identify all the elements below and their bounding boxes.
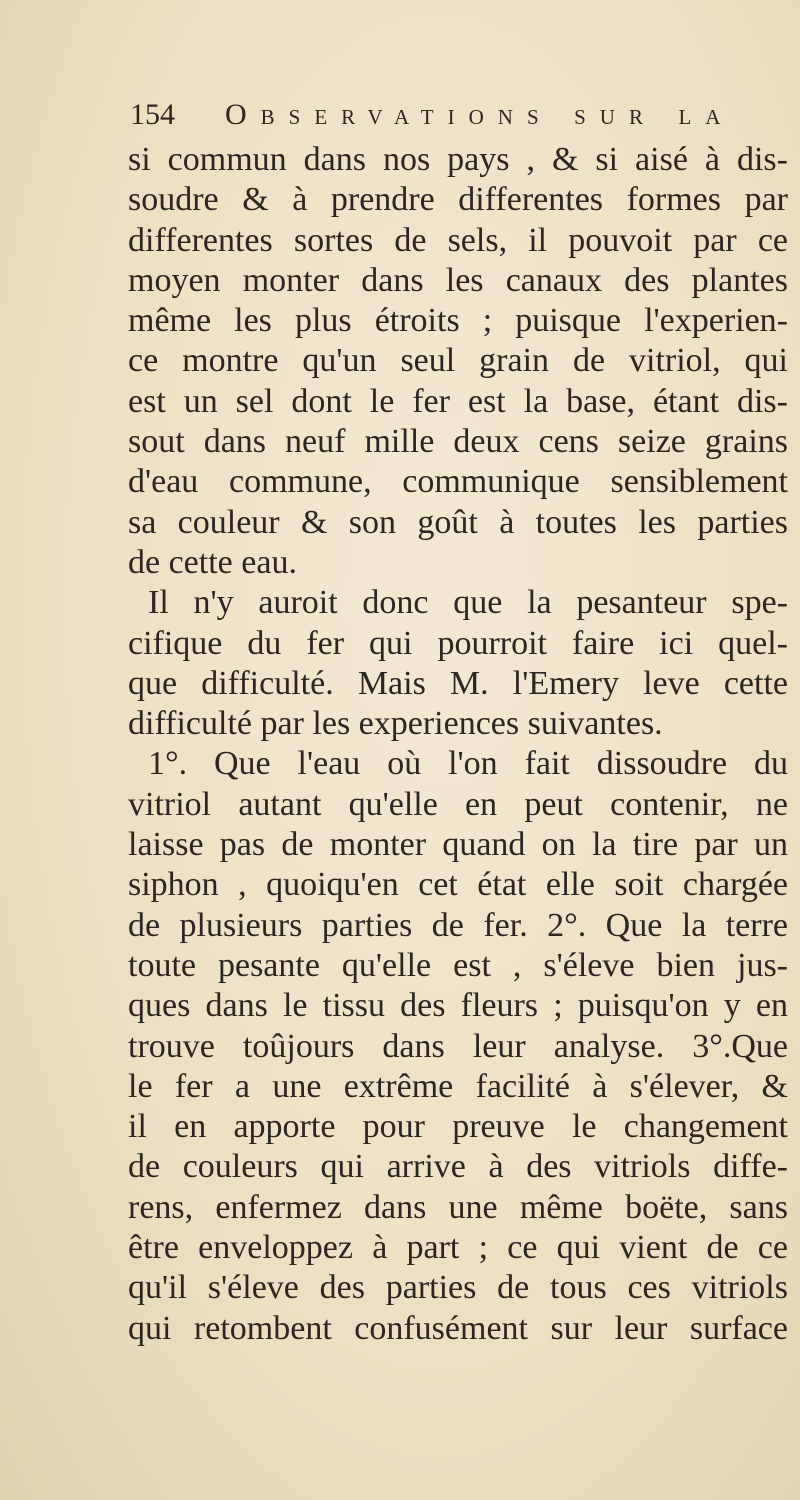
text-line: 1°. Que l'eau où l'on fait dissoudre du xyxy=(148,745,788,783)
text-line: que difficulté. Mais M. l'Emery leve cette xyxy=(128,664,788,702)
text-line: Il n'y auroit donc que la pesanteur spe- xyxy=(148,584,788,622)
text-line: si commun dans nos pays , & si aisé à dis- xyxy=(128,141,788,178)
page-header xyxy=(130,98,770,142)
text-line: trouve toûjours dans leur analyse. 3°.Que xyxy=(128,1027,788,1065)
text-line: il en apporte pour preuve le changement xyxy=(128,1108,788,1146)
text-line: sout dans neuf mille deux cens seize grains xyxy=(128,423,788,461)
page-number: 154 xyxy=(130,98,175,131)
text-line: laisse pas de monter quand on la tire par un xyxy=(128,826,788,864)
text-line: qu'il s'éleve des parties de tous ces vitriols xyxy=(128,1269,788,1307)
text-line: être enveloppez à part ; ce qui vient de ce xyxy=(128,1229,788,1267)
text-line: rens, enfermez dans une même boëte, sans xyxy=(128,1188,788,1226)
text-line: ques dans le tissu des fleurs ; puisqu'on y en xyxy=(128,987,788,1025)
text-line: est un sel dont le fer est la base, étant dis- xyxy=(128,382,788,420)
text-line: ce montre qu'un seul grain de vitriol, qui xyxy=(128,342,788,380)
text-line: de plusieurs parties de fer. 2°. Que la terre xyxy=(128,906,788,944)
text-line: siphon , quoiqu'en cet état elle soit chargée xyxy=(128,866,788,904)
text-line: vitriol autant qu'elle en peut contenir, ne xyxy=(128,785,788,823)
text-line: difficulté par les experiences suivantes. xyxy=(128,705,663,743)
text-line: moyen monter dans les canaux des plantes xyxy=(128,261,788,299)
body-text xyxy=(128,140,788,1349)
text-line: soudre & à prendre differentes formes par xyxy=(128,181,788,219)
text-line: d'eau commune, communique sensiblement xyxy=(128,463,788,501)
text-line: qui retombent confusément sur leur surface xyxy=(128,1309,788,1347)
text-line: de couleurs qui arrive à des vitriols diffe- xyxy=(128,1148,788,1186)
text-line: toute pesante qu'elle est , s'éleve bien jus- xyxy=(128,946,788,984)
text-line: le fer a une extrême facilité à s'élever, & xyxy=(128,1067,788,1105)
text-line: cifique du fer qui pourroit faire ici quel- xyxy=(128,624,788,662)
text-line: de cette eau. xyxy=(128,543,297,581)
text-line: differentes sortes de sels, il pouvoit par ce xyxy=(128,221,788,259)
text-line: même les plus étroits ; puisque l'experien- xyxy=(128,302,788,340)
text-line: sa couleur & son goût à toutes les parties xyxy=(128,503,788,541)
running-title: Observations sur la xyxy=(225,98,735,131)
